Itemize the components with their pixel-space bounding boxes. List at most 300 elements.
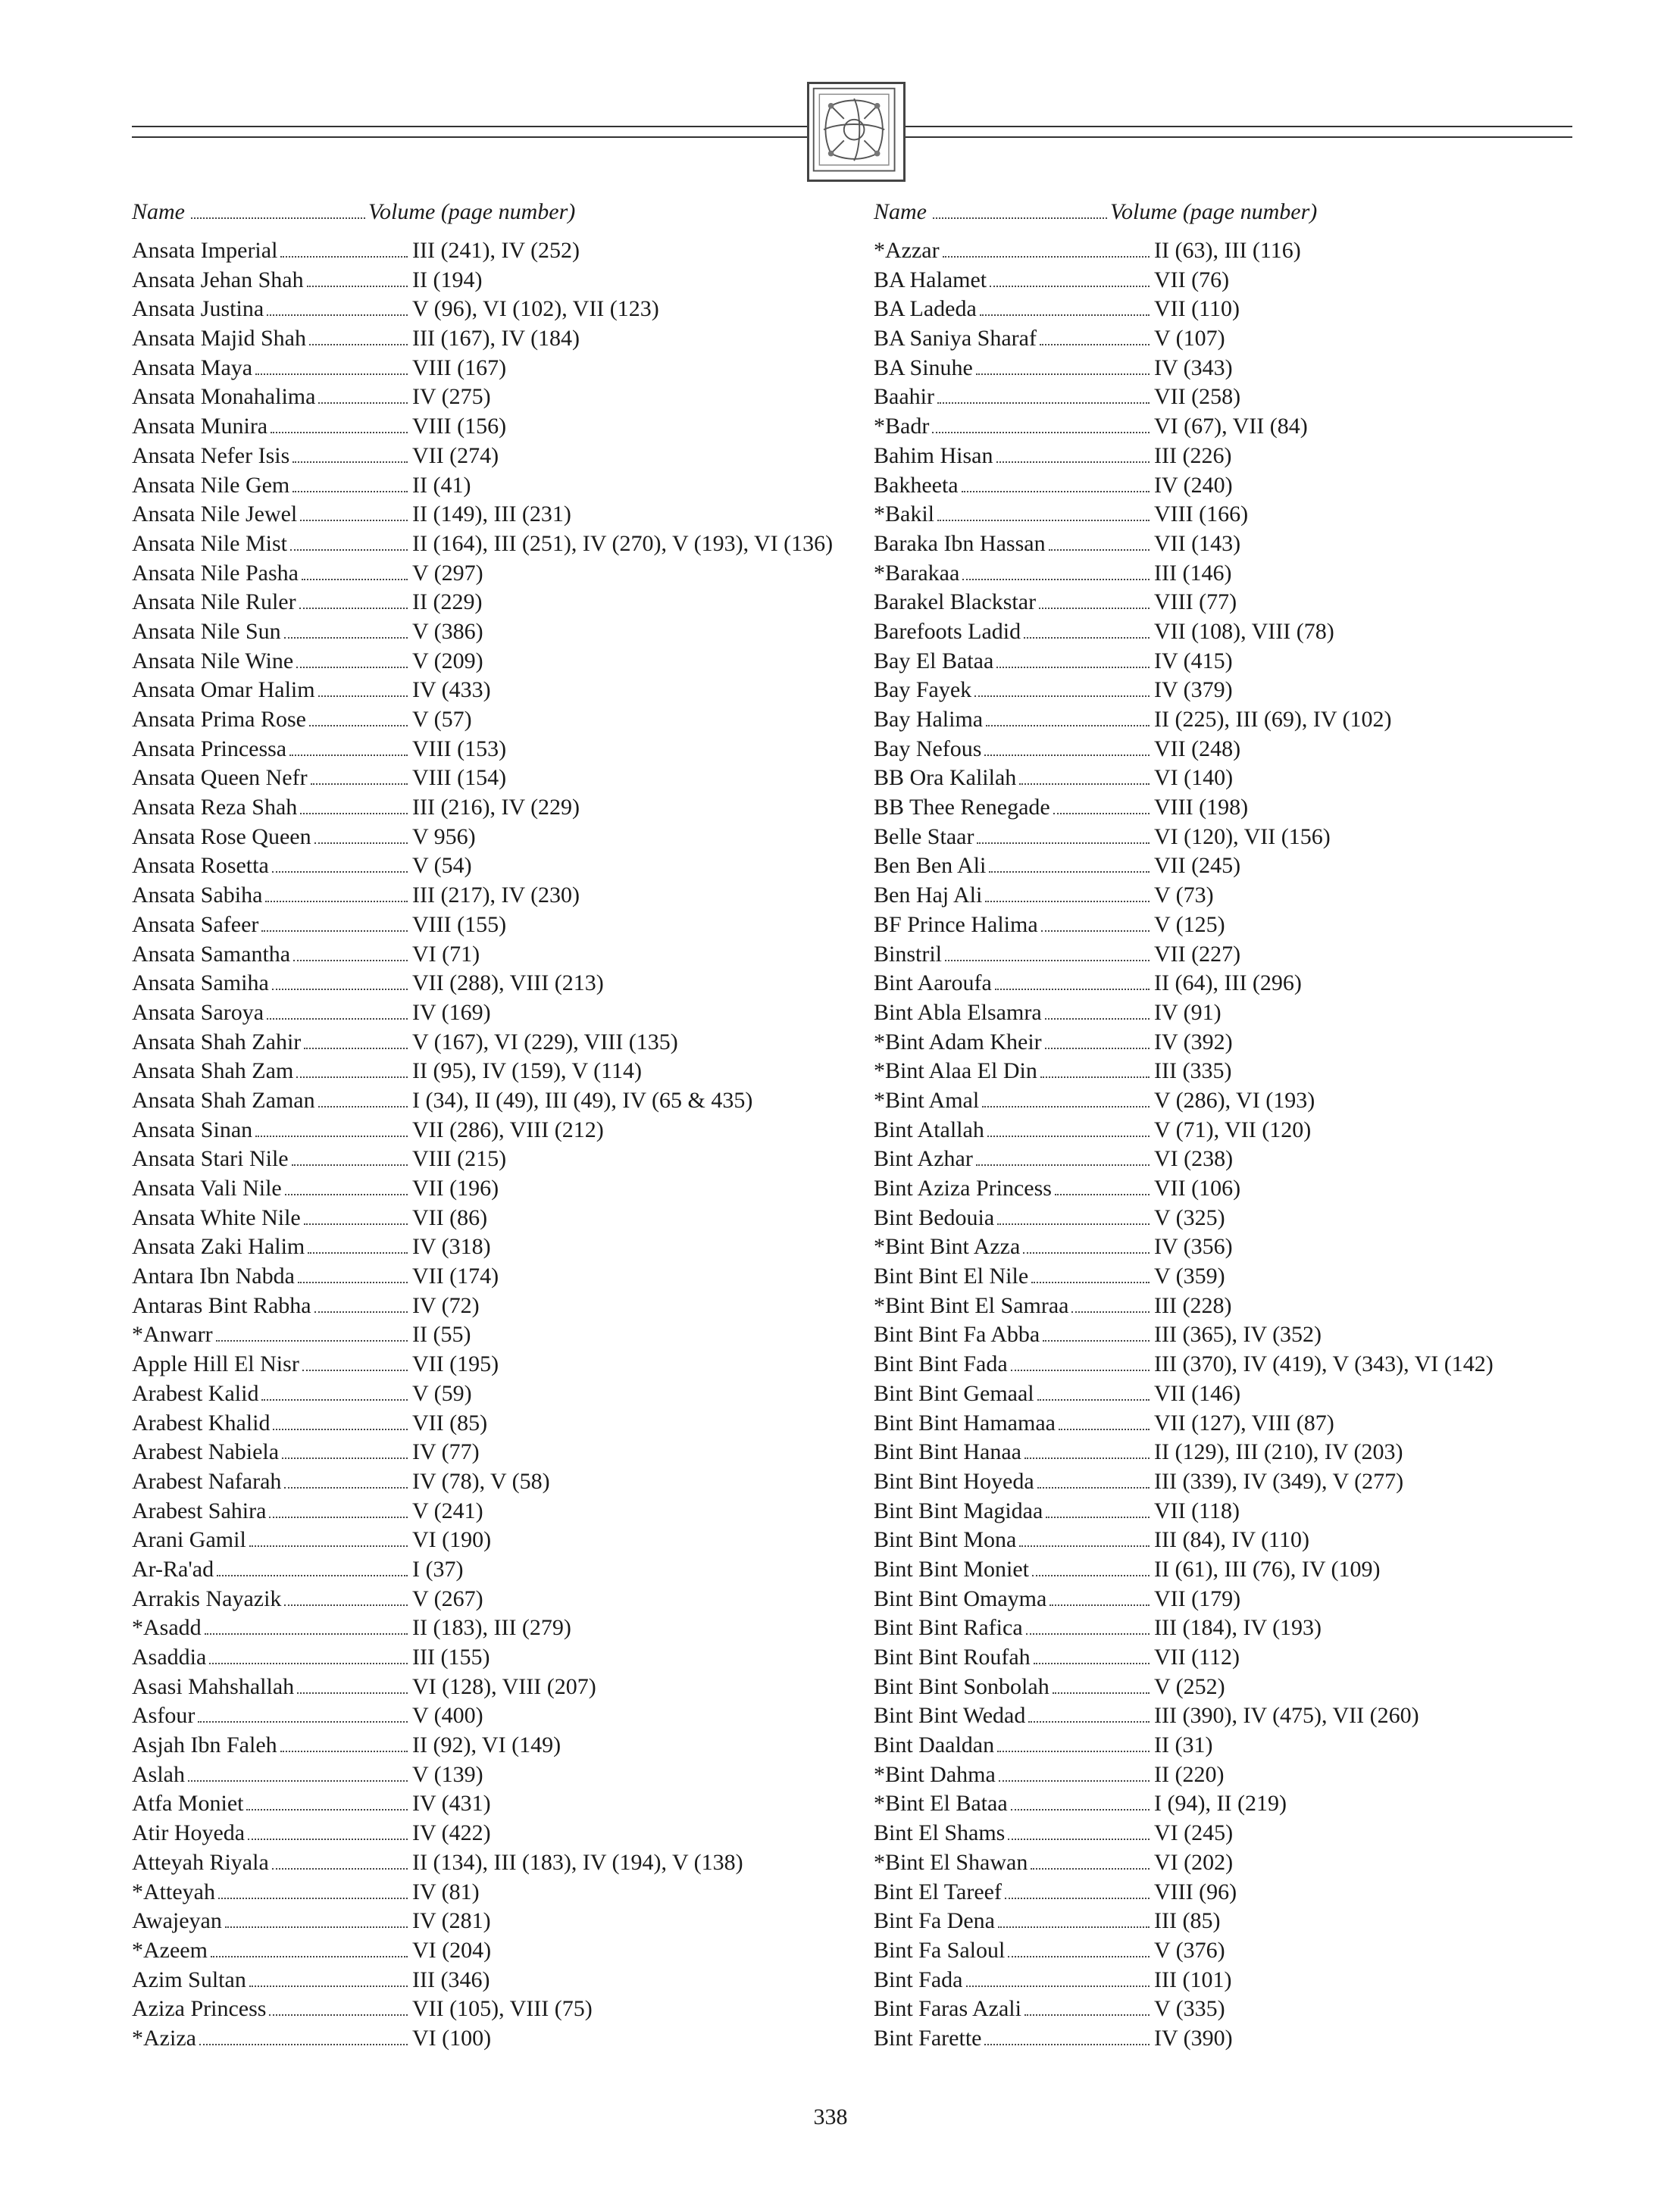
dot-leader <box>255 1136 408 1137</box>
entry-name-zone <box>132 1555 412 1585</box>
index-entry <box>132 1233 859 1262</box>
index-entry <box>874 969 1601 998</box>
volume-page-reference: V (335) <box>1154 1996 1225 2022</box>
dot-leader <box>977 842 1150 844</box>
entry-name-zone <box>874 1204 1154 1233</box>
volume-page-reference: II (225), III (69), IV (102) <box>1154 707 1392 732</box>
heading-leader <box>933 217 1107 219</box>
dot-leader <box>205 1633 408 1635</box>
volume-page-reference: V (325) <box>1154 1204 1225 1230</box>
entry-name-zone <box>874 588 1154 617</box>
horse-name: Barefoots Ladid <box>874 618 1021 644</box>
volume-page-reference: VII (248) <box>1154 736 1241 761</box>
header-rule-left-bottom <box>132 136 807 138</box>
entry-name-zone <box>132 998 412 1028</box>
name-heading: Name <box>132 199 185 224</box>
horse-name: Antara Ibn Nabda <box>132 1264 295 1289</box>
horse-name: Ansata Saroya <box>132 999 264 1025</box>
entry-name-zone <box>132 588 412 617</box>
entry-name-zone <box>132 1292 412 1321</box>
dot-leader <box>1043 1340 1150 1342</box>
volume-page-reference: III (346) <box>412 1967 490 1992</box>
horse-name: Bahim Hisan <box>874 442 993 468</box>
entry-name-zone <box>874 1086 1154 1116</box>
horse-name: Atir Hoyeda <box>132 1820 246 1846</box>
volume-page-reference: VIII (154) <box>412 765 507 791</box>
column-header-right <box>874 195 1601 229</box>
entry-name-zone <box>132 1057 412 1086</box>
dot-leader <box>284 1487 408 1489</box>
index-entry <box>132 1878 859 1907</box>
horse-name: Bint Bint Hoyeda <box>874 1468 1034 1494</box>
volume-page-reference: IV (169) <box>412 999 491 1025</box>
index-entry <box>874 295 1601 324</box>
dot-leader <box>1045 1048 1150 1049</box>
volume-page-reference: III (85) <box>1154 1908 1221 1934</box>
index-entry <box>874 1643 1601 1673</box>
horse-name: Arabest Nafarah <box>132 1468 282 1494</box>
index-entry <box>874 383 1601 412</box>
horse-name: Baahir <box>874 384 934 410</box>
volume-page-reference: IV (77) <box>412 1439 480 1465</box>
volume-page-reference: V (139) <box>412 1761 483 1787</box>
entry-name-zone <box>874 793 1154 823</box>
index-entry <box>874 647 1601 676</box>
entry-name-zone <box>132 1204 412 1233</box>
index-entry <box>132 1819 859 1848</box>
index-entry <box>132 1204 859 1233</box>
dot-leader <box>298 1282 408 1283</box>
entry-name-zone <box>874 1701 1154 1731</box>
index-entry <box>132 1409 859 1439</box>
volume-page-reference: VII (227) <box>1154 941 1241 967</box>
index-entry <box>132 1320 859 1350</box>
index-entry <box>874 911 1601 940</box>
index-column-right <box>874 195 1601 2054</box>
horse-name: *Azeem <box>132 1937 208 1963</box>
entry-name-zone <box>874 940 1154 970</box>
dot-leader <box>997 1223 1150 1225</box>
entry-name-zone <box>874 1526 1154 1555</box>
horse-name: *Bint El Bataa <box>874 1791 1008 1817</box>
entry-name-zone <box>874 1936 1154 1966</box>
horse-name: Bint Aaroufa <box>874 970 992 996</box>
index-entry <box>874 266 1601 295</box>
index-entry <box>874 1789 1601 1819</box>
horse-name: Bint Daaldan <box>874 1732 995 1758</box>
entry-name-zone <box>874 1673 1154 1702</box>
volume-page-reference: VIII (166) <box>1154 501 1249 527</box>
index-entry <box>132 1761 859 1790</box>
entry-name-zone <box>132 471 412 501</box>
dot-leader <box>188 1780 408 1782</box>
entry-name-zone <box>132 1497 412 1526</box>
horse-name: *Barakaa <box>874 560 960 586</box>
volume-page-reference: VIII (77) <box>1154 589 1237 615</box>
page-number: 338 <box>813 2104 848 2129</box>
dot-leader <box>943 256 1150 258</box>
entry-name-zone <box>132 1174 412 1204</box>
entry-name-zone <box>132 559 412 589</box>
dot-leader <box>1024 1457 1150 1459</box>
entry-name-zone <box>132 793 412 823</box>
entry-name-zone <box>874 823 1154 852</box>
horse-name: Barakel Blackstar <box>874 589 1037 615</box>
entry-name-zone <box>132 881 412 911</box>
horse-name: Bint Azhar <box>874 1146 973 1172</box>
dot-leader <box>985 901 1150 902</box>
index-entry <box>132 1467 859 1497</box>
index-entry <box>132 676 859 705</box>
index-entry <box>874 1878 1601 1907</box>
dot-leader <box>937 402 1150 404</box>
volume-page-reference: VIII (167) <box>412 355 507 380</box>
dot-leader <box>261 1399 408 1401</box>
index-entry <box>874 471 1601 501</box>
dot-leader <box>198 1721 408 1723</box>
horse-name: Ansata Zaki Halim <box>132 1234 305 1260</box>
horse-name: BA Sinuhe <box>874 355 973 380</box>
dot-leader <box>1034 1663 1150 1664</box>
volume-page-reference: V (286), VI (193) <box>1154 1087 1315 1113</box>
volume-page-reference: III (226) <box>1154 442 1232 468</box>
horse-name: Asfour <box>132 1703 196 1729</box>
horse-name: *Bint Alaa El Din <box>874 1058 1037 1084</box>
entry-name-zone <box>874 1379 1154 1409</box>
index-entry <box>874 1673 1601 1702</box>
volume-page-reference: VII (146) <box>1154 1380 1241 1406</box>
horse-name: Ansata Nile Pasha <box>132 560 299 586</box>
horse-name: Bint Bint Hanaa <box>874 1439 1021 1465</box>
volume-page-reference: III (365), IV (352) <box>1154 1322 1322 1348</box>
entry-name-zone <box>874 1789 1154 1819</box>
horse-name: Ansata Omar Halim <box>132 677 315 703</box>
horse-name: Bint Farette <box>874 2025 982 2051</box>
horse-name: Bint Bint Sonbolah <box>874 1673 1049 1699</box>
dot-leader <box>990 286 1150 287</box>
index-column-left <box>132 195 859 2054</box>
horse-name: Bint Fada <box>874 1967 963 1992</box>
dot-leader <box>1019 1545 1150 1547</box>
volume-page-reference: V (73) <box>1154 883 1214 908</box>
volume-page-reference: V (297) <box>412 560 483 586</box>
index-entry <box>132 1145 859 1174</box>
index-entry <box>874 1379 1601 1409</box>
entry-name-zone <box>874 442 1154 471</box>
entry-name-zone <box>874 1995 1154 2024</box>
dot-leader <box>318 1106 408 1108</box>
dot-leader <box>962 491 1150 492</box>
entry-name-zone <box>132 442 412 471</box>
index-entry <box>132 1379 859 1409</box>
volume-page-reference: V (376) <box>1154 1937 1225 1963</box>
volume-page-reference: VI (204) <box>412 1937 492 1963</box>
volume-page-reference: III (390), IV (475), VII (260) <box>1154 1703 1419 1729</box>
volume-page-reference: VII (274) <box>412 442 499 468</box>
horse-name: Ansata White Nile <box>132 1204 301 1230</box>
dot-leader <box>290 549 408 551</box>
entry-name-zone <box>132 1966 412 1995</box>
horse-name: Bint Bint Omayma <box>874 1586 1047 1611</box>
volume-page-reference: V (125) <box>1154 911 1225 937</box>
volume-page-reference: III (146) <box>1154 560 1232 586</box>
volume-page-reference: II (134), III (183), IV (194), V (138) <box>412 1849 743 1875</box>
index-entry <box>874 1614 1601 1643</box>
index-entry <box>132 1614 859 1643</box>
dot-leader <box>199 2044 408 2045</box>
index-entry <box>132 1673 859 1702</box>
dot-leader <box>998 1926 1150 1928</box>
dot-leader <box>269 1517 408 1518</box>
index-entry <box>132 705 859 735</box>
dot-leader <box>932 432 1150 433</box>
horse-name: *Asadd <box>132 1615 202 1641</box>
dot-leader <box>1037 1399 1150 1401</box>
horse-name: BA Halamet <box>874 267 987 292</box>
volume-page-reference: IV (318) <box>412 1234 491 1260</box>
entry-name-zone <box>874 676 1154 705</box>
index-entry <box>132 735 859 764</box>
dot-leader <box>302 579 408 580</box>
volume-page-reference: IV (379) <box>1154 677 1233 703</box>
entry-name-zone <box>132 1409 412 1439</box>
horse-name: Arani Gamil <box>132 1527 246 1553</box>
horse-name: Ansata Nile Sun <box>132 618 281 644</box>
index-entry <box>132 1848 859 1878</box>
index-entry <box>874 442 1601 471</box>
volume-page-reference: II (164), III (251), IV (270), V (193), VI (136) <box>412 530 834 556</box>
horse-name: Ansata Vali Nile <box>132 1176 282 1201</box>
dot-leader <box>296 667 408 668</box>
entry-name-zone <box>132 1262 412 1292</box>
entry-name-zone <box>132 1731 412 1761</box>
horse-name: Ansata Munira <box>132 414 268 439</box>
index-entry <box>132 412 859 442</box>
entry-name-zone <box>874 1731 1154 1761</box>
dot-leader <box>1071 1311 1150 1313</box>
horse-name: Ansata Prima Rose <box>132 707 306 732</box>
entry-name-zone <box>874 647 1154 676</box>
index-entry <box>874 1497 1601 1526</box>
entry-name-zone <box>874 764 1154 793</box>
index-entry <box>132 1966 859 1995</box>
dot-leader <box>273 1429 408 1430</box>
horse-name: Ansata Nile Gem <box>132 472 290 498</box>
index-entry <box>874 1936 1601 1966</box>
index-entry <box>132 998 859 1028</box>
horse-name: *Atteyah <box>132 1879 215 1904</box>
dot-leader <box>292 1164 408 1166</box>
entry-name-zone <box>132 647 412 676</box>
horse-name: Antaras Bint Rabha <box>132 1292 311 1318</box>
index-entry <box>132 617 859 647</box>
volume-page-reference: V (267) <box>412 1586 483 1611</box>
entry-name-zone <box>874 1761 1154 1790</box>
dot-leader <box>318 695 408 697</box>
dot-leader <box>296 1076 408 1078</box>
horse-name: *Badr <box>874 414 930 439</box>
volume-page-reference: II (194) <box>412 267 483 292</box>
dot-leader <box>989 871 1150 873</box>
index-entry <box>132 324 859 354</box>
horse-name: *Azzar <box>874 238 940 263</box>
volume-page-reference: IV (281) <box>412 1908 491 1934</box>
dot-leader <box>267 314 408 316</box>
horse-name: Awajeyan <box>132 1908 222 1934</box>
volume-page-reference: VII (85) <box>412 1410 488 1436</box>
entry-name-zone <box>874 851 1154 881</box>
entry-name-zone <box>874 1320 1154 1350</box>
dot-leader <box>1005 1898 1150 1899</box>
dot-leader <box>261 930 408 932</box>
index-entry <box>874 500 1601 530</box>
volume-page-reference: II (63), III (116) <box>1154 238 1301 263</box>
dot-leader <box>1028 1721 1150 1723</box>
volume-page-reference: IV (72) <box>412 1292 480 1318</box>
index-entry <box>874 1262 1601 1292</box>
dot-leader <box>300 520 408 521</box>
entry-name-zone <box>874 735 1154 764</box>
index-entry <box>874 617 1601 647</box>
index-entry <box>874 588 1601 617</box>
entry-name-zone <box>874 1585 1154 1614</box>
index-entry <box>132 1350 859 1379</box>
volume-page-reference: II (149), III (231) <box>412 501 571 527</box>
volume-page-reference: VIII (215) <box>412 1146 507 1172</box>
dot-leader <box>1045 1018 1150 1020</box>
horse-name: Asjah Ibn Faleh <box>132 1732 277 1758</box>
entry-name-zone <box>874 1057 1154 1086</box>
dot-leader <box>269 2014 408 2016</box>
dot-leader <box>299 608 408 609</box>
volume-page-reference: VII (112) <box>1154 1645 1240 1670</box>
entry-name-zone <box>132 1995 412 2024</box>
dot-leader <box>1031 1282 1150 1283</box>
index-entry <box>132 1438 859 1467</box>
horse-name: Ansata Imperial <box>132 238 278 263</box>
volume-page-reference: IV (415) <box>1154 648 1233 673</box>
horse-name: Asaddia <box>132 1645 207 1670</box>
volume-page-reference: V (71), VII (120) <box>1154 1117 1312 1142</box>
index-entry <box>874 1320 1601 1350</box>
volume-page-reference: VII (195) <box>412 1351 499 1377</box>
index-entry <box>874 823 1601 852</box>
index-entry <box>874 735 1601 764</box>
dot-leader <box>304 1048 408 1049</box>
dot-leader <box>284 1604 408 1606</box>
entry-name-zone <box>132 266 412 295</box>
entry-name-zone <box>132 851 412 881</box>
index-entry <box>132 1555 859 1585</box>
volume-page-reference: III (241), IV (252) <box>412 238 580 263</box>
volume-page-reference: II (61), III (76), IV (109) <box>1154 1556 1381 1582</box>
index-entry <box>132 588 859 617</box>
index-entry <box>874 705 1601 735</box>
dot-leader <box>246 1809 408 1811</box>
dot-leader <box>1041 930 1150 932</box>
index-entry <box>874 793 1601 823</box>
index-entry <box>874 1467 1601 1497</box>
volume-page-reference: II (129), III (210), IV (203) <box>1154 1439 1403 1465</box>
volume-page-reference: IV (240) <box>1154 472 1233 498</box>
entry-name-zone <box>874 1292 1154 1321</box>
volume-page-reference: VII (127), VIII (87) <box>1154 1410 1334 1436</box>
horse-name: *Bint Bint Azza <box>874 1234 1021 1260</box>
horse-name: BB Thee Renegade <box>874 795 1050 820</box>
horse-name: Ar-Ra'ad <box>132 1556 214 1582</box>
dot-leader <box>209 1663 408 1664</box>
volume-page-reference: V (107) <box>1154 326 1225 351</box>
index-entry <box>874 236 1601 266</box>
index-entry <box>132 1995 859 2024</box>
index-entry <box>874 2024 1601 2054</box>
dot-leader <box>966 1985 1150 1987</box>
horse-name: Apple Hill El Nisr <box>132 1351 299 1377</box>
entry-name-zone <box>132 1848 412 1878</box>
dot-leader <box>211 1956 408 1957</box>
index-entry <box>132 851 859 881</box>
horse-name: Ansata Nile Jewel <box>132 501 298 527</box>
entry-name-zone <box>132 1379 412 1409</box>
horse-name: Bint Bint Gemaal <box>874 1380 1034 1406</box>
dot-leader <box>982 1106 1150 1108</box>
entry-name-zone <box>874 969 1154 998</box>
entry-name-zone <box>132 735 412 764</box>
index-entry <box>132 1789 859 1819</box>
horse-name: Bint Atallah <box>874 1117 984 1142</box>
horse-name: Arabest Sahira <box>132 1498 267 1523</box>
volume-page-reference: VI (120), VII (156) <box>1154 823 1331 849</box>
dot-leader <box>308 1252 408 1254</box>
horse-name: Ansata Princessa <box>132 736 287 761</box>
volume-page-reference: I (94), II (219) <box>1154 1791 1287 1817</box>
volume-page-reference: VII (174) <box>412 1264 499 1289</box>
index-entry <box>132 823 859 852</box>
entry-name-zone <box>874 1848 1154 1878</box>
entry-name-zone <box>132 1789 412 1819</box>
dot-leader <box>1049 1604 1150 1606</box>
entry-name-zone <box>132 324 412 354</box>
volume-page-reference: VII (179) <box>1154 1586 1241 1611</box>
entry-name-zone <box>874 1907 1154 1936</box>
dot-leader <box>1024 637 1150 639</box>
entry-name-zone <box>132 1467 412 1497</box>
horse-name: Bay El Bataa <box>874 648 994 673</box>
entry-name-zone <box>874 998 1154 1028</box>
index-entry <box>132 354 859 383</box>
entry-name-zone <box>874 1966 1154 1995</box>
horse-name: Ansata Shah Zaman <box>132 1087 315 1113</box>
horse-name: Arabest Nabiela <box>132 1439 280 1465</box>
entry-name-zone <box>132 1936 412 1966</box>
horse-name: Bint El Tareef <box>874 1879 1002 1904</box>
dot-leader <box>986 725 1150 726</box>
volume-page-reference: IV (81) <box>412 1879 480 1904</box>
horse-name: Ansata Rosetta <box>132 853 269 879</box>
horse-name: Aslah <box>132 1761 185 1787</box>
entry-name-zone <box>132 530 412 559</box>
entry-name-zone <box>132 1643 412 1673</box>
dot-leader <box>218 1898 408 1899</box>
volume-page-reference: III (339), IV (349), V (277) <box>1154 1468 1404 1494</box>
dot-leader <box>996 461 1150 463</box>
horse-name: Bakheeta <box>874 472 959 498</box>
dot-leader <box>282 1457 408 1459</box>
volume-page-reference: IV (433) <box>412 677 491 703</box>
horse-name: Asasi Mahshallah <box>132 1673 295 1699</box>
volume-page-reference: VI (245) <box>1154 1820 1234 1846</box>
index-entry <box>132 1701 859 1731</box>
